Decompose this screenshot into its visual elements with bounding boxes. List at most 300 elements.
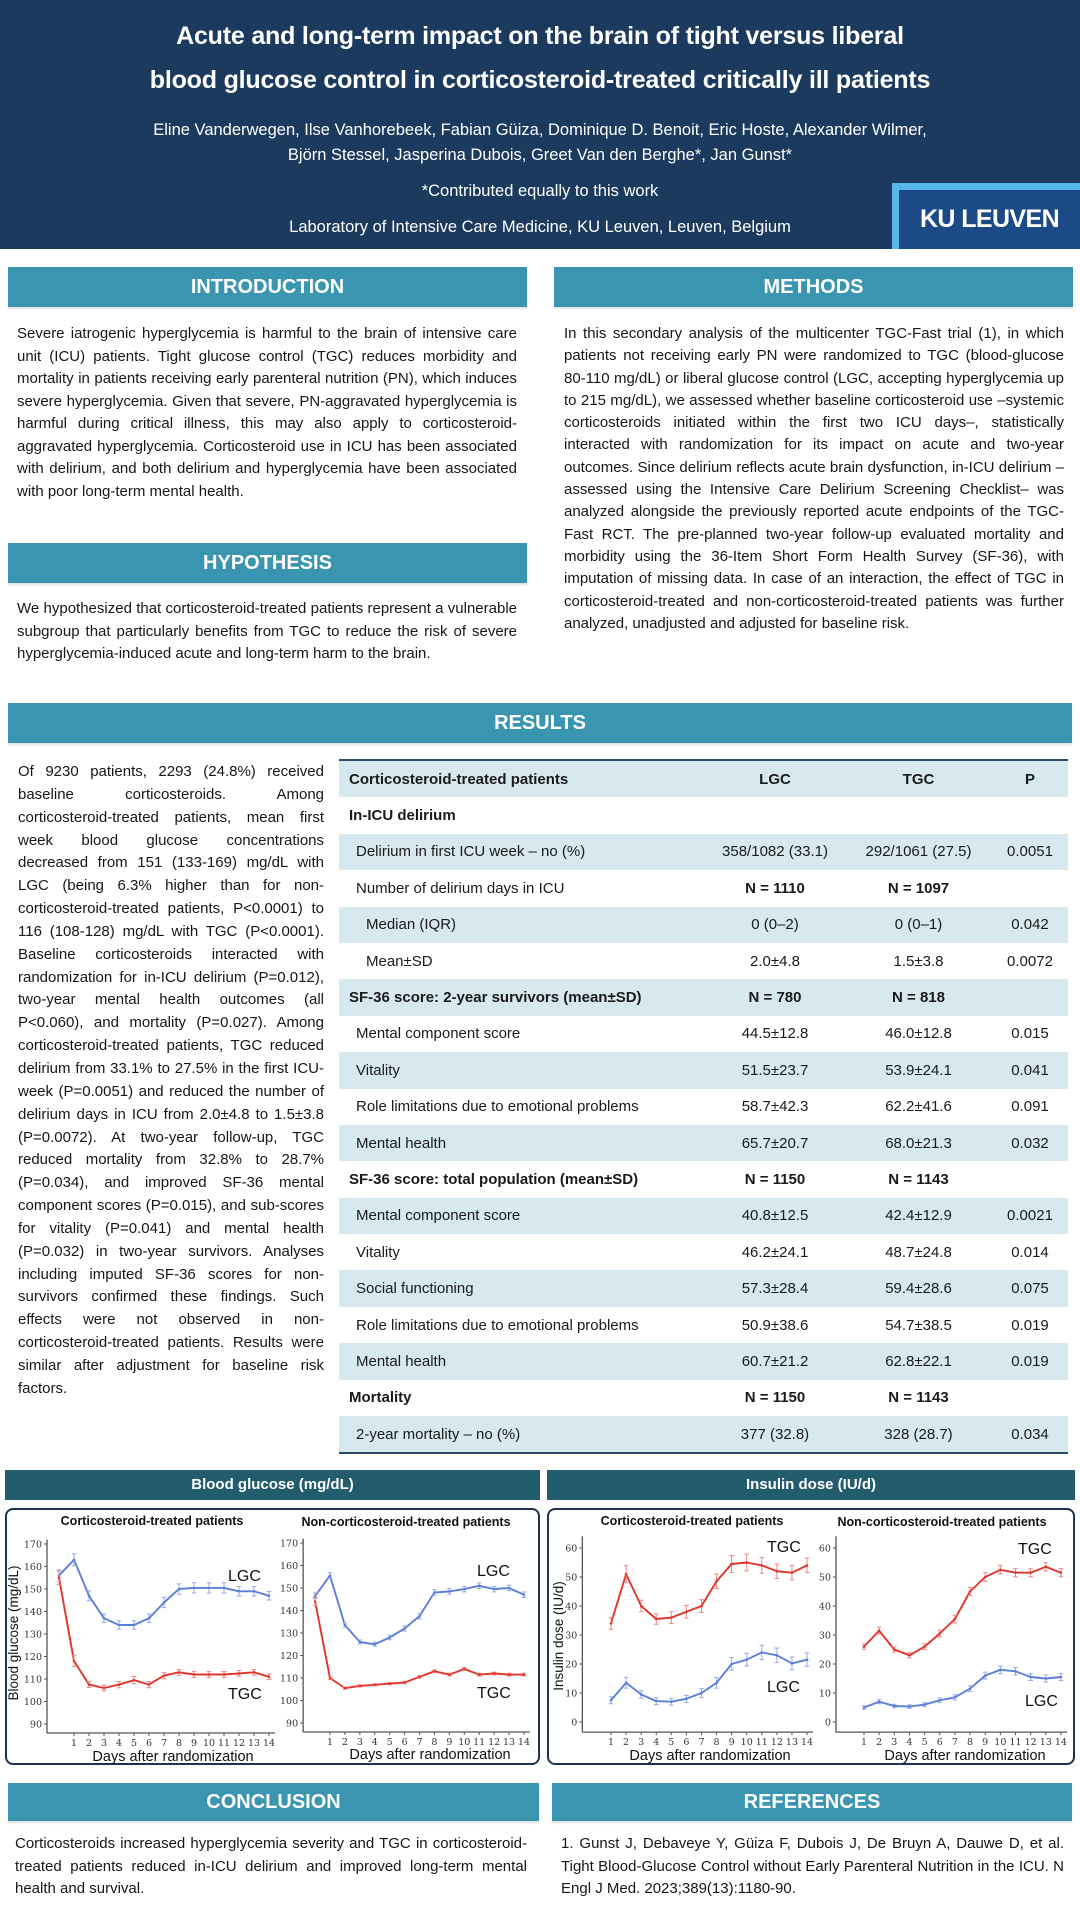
table-header-group: Corticosteroid-treated patients bbox=[349, 770, 569, 788]
row-label: Mortality bbox=[349, 1389, 412, 1407]
data-point bbox=[625, 1573, 628, 1576]
data-point bbox=[359, 1685, 362, 1688]
affiliation: Laboratory of Intensive Care Medicine, KU Leuven, Leuven, Belgium bbox=[289, 218, 791, 236]
y-tick-label: 40 bbox=[565, 1601, 578, 1613]
data-point bbox=[761, 1651, 764, 1654]
x-tick-label: 1 bbox=[607, 1737, 615, 1749]
series-label-tgc: TGC bbox=[477, 1685, 511, 1702]
y-tick-label: 60 bbox=[818, 1543, 831, 1555]
data-point bbox=[908, 1705, 911, 1708]
row-label: 2-year mortality – no (%) bbox=[356, 1425, 521, 1443]
row-lgc: 58.7±42.3 bbox=[741, 1098, 809, 1116]
data-point bbox=[745, 1658, 748, 1661]
y-axis-label: Insulin dose (IU/d) bbox=[551, 1581, 566, 1691]
data-point bbox=[625, 1682, 628, 1685]
x-tick-label: 14 bbox=[262, 1738, 276, 1749]
row-lgc: N = 1110 bbox=[745, 879, 805, 897]
table-row bbox=[339, 1234, 1068, 1270]
row-tgc: N = 1143 bbox=[888, 1170, 949, 1188]
data-point bbox=[133, 1624, 136, 1627]
row-tgc: 292/1061 (27.5) bbox=[865, 843, 972, 861]
x-tick-label: 14 bbox=[1054, 1737, 1067, 1749]
row-tgc: 328 (28.7) bbox=[884, 1425, 953, 1443]
data-point bbox=[73, 1558, 76, 1561]
x-tick-label: 7 bbox=[160, 1738, 168, 1749]
data-point bbox=[148, 1683, 151, 1686]
y-axis-label: Blood glucose (mg/dL) bbox=[6, 1565, 21, 1701]
row-label: Number of delirium days in ICU bbox=[356, 879, 565, 897]
series-tgc bbox=[862, 1563, 1064, 1658]
data-point bbox=[1014, 1670, 1017, 1673]
table-row bbox=[339, 1052, 1068, 1088]
x-tick-label: 1 bbox=[70, 1738, 78, 1749]
x-tick-label: 9 bbox=[190, 1738, 198, 1749]
data-point bbox=[268, 1675, 271, 1678]
table-header-lgc: LGC bbox=[759, 770, 791, 788]
data-point bbox=[103, 1617, 106, 1620]
x-axis-label: Days after randomization bbox=[629, 1748, 791, 1764]
y-tick-label: 120 bbox=[23, 1651, 42, 1663]
table-row bbox=[339, 870, 1068, 906]
x-tick-label: 5 bbox=[386, 1737, 393, 1748]
series-label-lgc: LGC bbox=[228, 1568, 261, 1585]
series-tgc bbox=[609, 1554, 810, 1629]
data-point bbox=[478, 1584, 481, 1587]
y-tick-label: 10 bbox=[818, 1688, 831, 1700]
data-point bbox=[193, 1673, 196, 1676]
x-tick-label: 12 bbox=[1024, 1737, 1037, 1749]
data-point bbox=[118, 1624, 121, 1627]
row-lgc: N = 1150 bbox=[744, 1389, 806, 1407]
table-row bbox=[339, 1343, 1068, 1379]
chart-glucose-corticosteroid bbox=[6, 1514, 275, 1765]
series-label-tgc: TGC bbox=[228, 1686, 262, 1703]
data-point bbox=[984, 1576, 987, 1579]
data-point bbox=[685, 1698, 688, 1701]
data-point bbox=[893, 1648, 896, 1651]
table-row bbox=[339, 1125, 1068, 1161]
y-tick-label: 50 bbox=[818, 1572, 831, 1584]
data-point bbox=[508, 1673, 511, 1676]
chart-glucose-non-corticosteroid bbox=[280, 1515, 530, 1763]
poster-title-line-1: Acute and long-term impact on the brain of tight versus liberal bbox=[176, 22, 904, 50]
row-tgc: 62.8±22.1 bbox=[885, 1352, 952, 1370]
row-p: 0.019 bbox=[1011, 1316, 1049, 1334]
table-section-row bbox=[339, 1380, 1068, 1416]
conclusion-heading: CONCLUSION bbox=[8, 1783, 539, 1821]
results-table bbox=[339, 759, 1068, 1454]
row-label: Median (IQR) bbox=[366, 916, 457, 934]
data-point bbox=[493, 1672, 496, 1675]
row-tgc: 68.0±21.3 bbox=[885, 1134, 952, 1152]
y-tick-label: 90 bbox=[29, 1719, 42, 1731]
poster-title-line-2: blood glucose control in corticosteroid-treated critically ill patients bbox=[149, 66, 931, 94]
data-point bbox=[148, 1617, 151, 1620]
row-tgc: 48.7±24.8 bbox=[885, 1243, 952, 1261]
x-tick-label: 8 bbox=[713, 1737, 720, 1749]
data-point bbox=[463, 1588, 466, 1591]
row-p: 0.019 bbox=[1011, 1352, 1049, 1370]
results-heading: RESULTS bbox=[8, 703, 1072, 743]
data-point bbox=[878, 1700, 881, 1703]
data-point bbox=[791, 1662, 794, 1665]
data-point bbox=[954, 1696, 957, 1699]
data-point bbox=[329, 1677, 332, 1680]
y-tick-label: 170 bbox=[23, 1539, 42, 1551]
data-point bbox=[448, 1590, 451, 1593]
data-point bbox=[863, 1706, 866, 1709]
y-tick-label: 90 bbox=[286, 1718, 299, 1730]
row-tgc: 46.0±12.8 bbox=[885, 1025, 952, 1043]
series-line bbox=[864, 1567, 1061, 1656]
y-tick-label: 50 bbox=[565, 1572, 578, 1584]
row-label: Delirium in first ICU week – no (%) bbox=[356, 843, 586, 861]
data-point bbox=[655, 1700, 658, 1703]
series-label-tgc: TGC bbox=[767, 1539, 801, 1556]
data-point bbox=[938, 1632, 941, 1635]
data-point bbox=[984, 1674, 987, 1677]
y-tick-label: 10 bbox=[565, 1688, 578, 1700]
reference-1: 1. Gunst J, Debaveye Y, Güiza F, Dubois J, De Bruyn A, Dauwe D, et al. Tight Blood-Glucose Control without Early Parenteral Nutrition in the ICU. N Engl J Med. 2023;389(13):1180-90. bbox=[561, 1835, 1064, 1897]
methods-text: In this secondary analysis of the multicenter TGC-Fast trial (1), in which patients not receiving early PN were randomized to TGC (blood-glucose 80-110 mg/dL) or liberal glucose control (LGC, accepting hyperglycemia up to 215 mg/dL), we assessed whether baseline corticosteroid use –systemic corticosteroids initiated within the first two ICU days–, statistically interacted with randomization for its impact on acute and two-year outcomes. Since delirium reflects acute brain dysfunction, in-ICU delirium –assessed using the Intensive Care Delirium Screening Checklist– was analyzed alongside the previously reported acute endpoints of the TGC-Fast RCT. The pre-planned two-year follow-up evaluated mortality and morbidity using the 36-Item Short Form Health Survey (SF-36), with imputation of missing data. In case of an interaction, the effect of TGC in corticosteroid-treated and non-corticosteroid-treated patients was further analyzed, unadjusted and adjusted for baseline risk. bbox=[564, 325, 1064, 632]
data-point bbox=[730, 1663, 733, 1666]
data-point bbox=[493, 1588, 496, 1591]
x-tick-label: 6 bbox=[401, 1737, 408, 1748]
row-label: Vitality bbox=[356, 1243, 400, 1261]
y-tick-label: 110 bbox=[23, 1674, 42, 1686]
data-point bbox=[1045, 1566, 1048, 1569]
row-tgc: N = 1097 bbox=[887, 879, 950, 897]
data-point bbox=[878, 1629, 881, 1632]
row-p: 0.091 bbox=[1011, 1098, 1049, 1116]
data-point bbox=[863, 1645, 866, 1648]
data-point bbox=[700, 1692, 703, 1695]
table-row bbox=[339, 1089, 1068, 1125]
row-label: Role limitations due to emotional problems bbox=[356, 1316, 639, 1334]
data-point bbox=[208, 1673, 211, 1676]
data-point bbox=[715, 1682, 718, 1685]
row-p: 0.0051 bbox=[1007, 843, 1053, 861]
data-point bbox=[508, 1587, 511, 1590]
y-tick-label: 110 bbox=[280, 1673, 299, 1685]
row-lgc: 57.3±28.4 bbox=[741, 1280, 809, 1298]
data-point bbox=[1014, 1571, 1017, 1574]
data-point bbox=[118, 1683, 121, 1686]
data-point bbox=[655, 1618, 658, 1621]
row-tgc: N = 1143 bbox=[888, 1389, 949, 1407]
table-row bbox=[339, 1016, 1068, 1052]
contribution-note: *Contributed equally to this work bbox=[421, 182, 659, 200]
row-p: 0.015 bbox=[1011, 1025, 1049, 1043]
x-tick-label: 8 bbox=[431, 1737, 438, 1748]
row-lgc: 46.2±24.1 bbox=[741, 1243, 809, 1261]
y-tick-label: 40 bbox=[818, 1601, 831, 1613]
table-section-row bbox=[339, 979, 1068, 1015]
data-point bbox=[923, 1645, 926, 1648]
y-tick-label: 130 bbox=[280, 1628, 299, 1640]
table-section-row bbox=[339, 1161, 1068, 1197]
row-p: 0.0072 bbox=[1007, 952, 1053, 970]
data-point bbox=[388, 1636, 391, 1639]
data-point bbox=[908, 1654, 911, 1657]
data-point bbox=[1029, 1571, 1032, 1574]
data-point bbox=[58, 1576, 61, 1579]
data-point bbox=[448, 1673, 451, 1676]
x-tick-label: 5 bbox=[668, 1737, 675, 1749]
row-label: Vitality bbox=[356, 1061, 400, 1079]
series-label-lgc: LGC bbox=[1025, 1693, 1058, 1710]
references-heading: REFERENCES bbox=[552, 1783, 1072, 1821]
y-tick-label: 160 bbox=[280, 1560, 299, 1572]
y-tick-label: 150 bbox=[280, 1583, 299, 1595]
row-label: Mental health bbox=[356, 1134, 447, 1152]
data-point bbox=[433, 1591, 436, 1594]
row-label: Role limitations due to emotional problems bbox=[356, 1098, 639, 1116]
x-tick-label: 8 bbox=[967, 1737, 974, 1749]
data-point bbox=[73, 1660, 76, 1663]
row-lgc: 44.5±12.8 bbox=[741, 1025, 809, 1043]
x-axis-label: Days after randomization bbox=[92, 1749, 254, 1765]
row-p: 0.042 bbox=[1011, 916, 1049, 934]
y-tick-label: 130 bbox=[23, 1629, 42, 1641]
data-point bbox=[133, 1679, 136, 1682]
data-point bbox=[969, 1687, 972, 1690]
x-tick-label: 8 bbox=[175, 1738, 183, 1749]
row-tgc: 42.4±12.9 bbox=[885, 1207, 952, 1225]
row-label: Mental component score bbox=[356, 1025, 521, 1043]
series-label-lgc: LGC bbox=[477, 1563, 510, 1580]
y-tick-label: 20 bbox=[565, 1659, 578, 1671]
x-tick-label: 3 bbox=[638, 1737, 645, 1749]
chart-title: Non-corticosteroid-treated patients bbox=[837, 1515, 1047, 1529]
data-point bbox=[88, 1683, 91, 1686]
ku-leuven-logo bbox=[892, 183, 1080, 249]
table-row bbox=[339, 1416, 1068, 1452]
y-tick-label: 60 bbox=[565, 1543, 578, 1555]
data-point bbox=[418, 1615, 421, 1618]
series-label-lgc: LGC bbox=[767, 1679, 800, 1696]
data-point bbox=[523, 1673, 526, 1676]
data-point bbox=[314, 1600, 317, 1603]
data-point bbox=[253, 1590, 256, 1593]
row-label: Mental component score bbox=[356, 1207, 521, 1225]
x-tick-label: 12 bbox=[488, 1737, 501, 1748]
y-tick-label: 150 bbox=[23, 1584, 42, 1596]
data-point bbox=[923, 1703, 926, 1706]
conclusion-text: Corticosteroids increased hyperglycemia severity and TGC in corticosteroid-treated patients reduced in-ICU delirium and improved long-term mental health and survival. bbox=[15, 1835, 527, 1897]
authors-line-2: Björn Stessel, Jasperina Dubois, Greet Van den Berghe*, Jan Gunst* bbox=[287, 146, 793, 164]
row-lgc: 40.8±12.5 bbox=[741, 1207, 809, 1225]
data-point bbox=[954, 1618, 957, 1621]
y-tick-label: 100 bbox=[280, 1695, 299, 1707]
row-p: 0.041 bbox=[1011, 1061, 1049, 1079]
row-tgc: 62.2±41.6 bbox=[885, 1098, 952, 1116]
data-point bbox=[670, 1616, 673, 1619]
data-point bbox=[373, 1643, 376, 1646]
data-point bbox=[223, 1673, 226, 1676]
row-label: In-ICU delirium bbox=[349, 807, 456, 825]
hypothesis-heading: HYPOTHESIS bbox=[8, 543, 527, 583]
x-tick-label: 7 bbox=[416, 1737, 423, 1748]
x-tick-label: 13 bbox=[247, 1738, 261, 1749]
y-tick-label: 160 bbox=[23, 1561, 42, 1573]
y-tick-label: 30 bbox=[818, 1630, 831, 1642]
row-lgc: 2.0±4.8 bbox=[750, 952, 800, 970]
data-point bbox=[610, 1699, 613, 1702]
x-tick-label: 13 bbox=[1039, 1737, 1052, 1749]
x-tick-label: 9 bbox=[446, 1737, 453, 1748]
data-point bbox=[1045, 1677, 1048, 1680]
x-tick-label: 13 bbox=[785, 1737, 799, 1749]
x-tick-label: 3 bbox=[891, 1737, 898, 1749]
x-tick-label: 4 bbox=[653, 1737, 660, 1749]
data-point bbox=[1029, 1676, 1032, 1679]
x-tick-label: 2 bbox=[876, 1737, 883, 1749]
x-tick-label: 12 bbox=[770, 1737, 783, 1749]
data-point bbox=[253, 1671, 256, 1674]
data-point bbox=[193, 1587, 196, 1590]
y-tick-label: 140 bbox=[23, 1606, 42, 1618]
data-point bbox=[791, 1571, 794, 1574]
row-p: 0.032 bbox=[1011, 1134, 1049, 1152]
authors-line-1: Eline Vanderwegen, Ilse Vanhorebeek, Fabian Güiza, Dominique D. Benoit, Eric Hoste, Alexander Wilmer, bbox=[153, 121, 927, 139]
x-axis-label: Days after randomization bbox=[884, 1748, 1046, 1764]
data-point bbox=[745, 1561, 748, 1564]
y-tick-label: 100 bbox=[23, 1696, 42, 1708]
x-tick-label: 3 bbox=[100, 1738, 108, 1749]
hypothesis-text: We hypothesized that corticosteroid-treated patients represent a vulnerable subgroup that particularly benefits from TGC to reduce the risk of severe hyperglycemia-induced acute and long-term harm to the brain. bbox=[17, 600, 517, 662]
x-tick-label: 11 bbox=[755, 1737, 768, 1749]
y-tick-label: 120 bbox=[280, 1650, 299, 1662]
data-point bbox=[776, 1570, 779, 1573]
x-tick-label: 9 bbox=[728, 1737, 735, 1749]
row-tgc: 1.5±3.8 bbox=[893, 952, 944, 970]
chart-title: Non-corticosteroid-treated patients bbox=[301, 1515, 511, 1529]
data-point bbox=[938, 1699, 941, 1702]
row-lgc: N = 780 bbox=[748, 989, 802, 1007]
row-lgc: 377 (32.8) bbox=[740, 1425, 810, 1443]
series-line bbox=[315, 1576, 524, 1645]
data-point bbox=[1060, 1676, 1063, 1679]
charts-canvas bbox=[0, 1460, 1080, 1780]
data-point bbox=[103, 1687, 106, 1690]
row-lgc: 358/1082 (33.1) bbox=[722, 843, 828, 861]
data-point bbox=[223, 1587, 226, 1590]
data-point bbox=[178, 1588, 181, 1591]
row-tgc: 59.4±28.6 bbox=[885, 1280, 952, 1298]
data-point bbox=[359, 1641, 362, 1644]
data-point bbox=[433, 1670, 436, 1673]
x-tick-label: 10 bbox=[994, 1737, 1007, 1749]
table-row bbox=[339, 907, 1068, 943]
data-point bbox=[208, 1587, 211, 1590]
data-point bbox=[238, 1590, 241, 1593]
data-point bbox=[329, 1574, 332, 1577]
x-tick-label: 14 bbox=[517, 1737, 531, 1748]
data-point bbox=[403, 1627, 406, 1630]
data-point bbox=[730, 1563, 733, 1566]
data-point bbox=[640, 1605, 643, 1608]
data-point bbox=[670, 1700, 673, 1703]
x-tick-label: 2 bbox=[85, 1738, 93, 1749]
x-tick-label: 1 bbox=[860, 1737, 868, 1749]
data-point bbox=[178, 1671, 181, 1674]
data-point bbox=[969, 1590, 972, 1593]
x-tick-label: 6 bbox=[145, 1738, 153, 1749]
row-lgc: 65.7±20.7 bbox=[741, 1134, 809, 1152]
data-point bbox=[1060, 1571, 1063, 1574]
data-point bbox=[478, 1673, 481, 1676]
series-label-tgc: TGC bbox=[1018, 1541, 1052, 1558]
data-point bbox=[715, 1580, 718, 1583]
table-row bbox=[339, 943, 1068, 979]
table-row bbox=[339, 1198, 1068, 1234]
chart-insulin-non-corticosteroid bbox=[819, 1515, 1067, 1764]
x-tick-label: 5 bbox=[921, 1737, 928, 1749]
row-lgc: 50.9±38.6 bbox=[741, 1316, 809, 1334]
data-point bbox=[373, 1683, 376, 1686]
data-point bbox=[610, 1622, 613, 1625]
data-point bbox=[463, 1668, 466, 1671]
y-tick-label: 0 bbox=[824, 1717, 831, 1729]
data-point bbox=[893, 1705, 896, 1708]
x-tick-label: 5 bbox=[130, 1738, 138, 1749]
x-tick-label: 10 bbox=[740, 1737, 753, 1749]
x-tick-label: 11 bbox=[1009, 1737, 1022, 1749]
data-point bbox=[163, 1674, 166, 1677]
x-tick-label: 10 bbox=[202, 1738, 216, 1749]
x-tick-label: 2 bbox=[623, 1737, 630, 1749]
chart-insulin-corticosteroid bbox=[551, 1514, 813, 1764]
table-row bbox=[339, 1270, 1068, 1306]
x-tick-label: 6 bbox=[683, 1737, 690, 1749]
x-tick-label: 11 bbox=[217, 1738, 231, 1749]
data-point bbox=[268, 1594, 271, 1597]
y-tick-label: 20 bbox=[818, 1659, 831, 1671]
x-tick-label: 11 bbox=[473, 1737, 486, 1748]
x-tick-label: 7 bbox=[951, 1737, 958, 1749]
row-label: Mental health bbox=[356, 1352, 447, 1370]
row-label: SF-36 score: total population (mean±SD) bbox=[349, 1170, 639, 1188]
series-tgc bbox=[313, 1597, 526, 1689]
data-point bbox=[776, 1654, 779, 1657]
chart-title: Corticosteroid-treated patients bbox=[600, 1514, 784, 1528]
x-axis-label: Days after randomization bbox=[349, 1747, 511, 1763]
x-tick-label: 3 bbox=[356, 1737, 363, 1748]
x-tick-label: 1 bbox=[326, 1737, 334, 1748]
data-point bbox=[388, 1682, 391, 1685]
row-tgc: 54.7±38.5 bbox=[885, 1316, 952, 1334]
data-point bbox=[700, 1605, 703, 1608]
x-tick-label: 4 bbox=[371, 1737, 378, 1748]
x-tick-label: 14 bbox=[800, 1737, 814, 1749]
x-tick-label: 4 bbox=[906, 1737, 913, 1749]
chart-title: Corticosteroid-treated patients bbox=[60, 1514, 244, 1528]
data-point bbox=[403, 1681, 406, 1684]
data-point bbox=[806, 1658, 809, 1661]
y-tick-label: 0 bbox=[571, 1717, 578, 1729]
poster-header bbox=[0, 0, 1080, 249]
series-line bbox=[59, 1578, 269, 1688]
table-row bbox=[339, 1307, 1068, 1343]
row-lgc: 0 (0–2) bbox=[751, 916, 799, 934]
x-tick-label: 6 bbox=[936, 1737, 943, 1749]
table-header-row bbox=[339, 761, 1068, 797]
x-tick-label: 7 bbox=[698, 1737, 705, 1749]
results-text: Of 9230 patients, 2293 (24.8%) received baseline corticosteroids. Among corticosteroid-treated patients, mean first week blood glucose concentrations decreased from 151 (133-169) mg/dL with LGC (being 6.3% higher than for non-corticosteroid-treated patients, P<0.0001) to 116 (108-128) mg/dL with TGC (P<0.0001). Baseline corticosteroids interacted with randomization for in-ICU delirium (P=0.012), two-year mental health outcomes (all P<0.060), and mortality (P=0.027). Among corticosteroid-treated patients, TGC reduced delirium from 33.1% to 27.5% in the first ICU-week (P=0.0051) and reduced the number of delirium days in ICU from 2.0±4.8 to 1.5±3.8 (P=0.0072). At two-year follow-up, TGC reduced mortality from 32.8% to 28.7% (P=0.034), and improved SF-36 mental component scores (P=0.015), and sub-scores for vitality (P=0.041) and mental health (P=0.032) in two-year survivors. Analyses including imputed SF-36 scores for non-survivors confirmed these findings. Such effects were not observed in non-corticosteroid-treated patients. Results were similar after adjustment for baseline risk factors. bbox=[18, 763, 324, 1397]
row-lgc: N = 1150 bbox=[744, 1170, 806, 1188]
data-point bbox=[999, 1568, 1002, 1571]
